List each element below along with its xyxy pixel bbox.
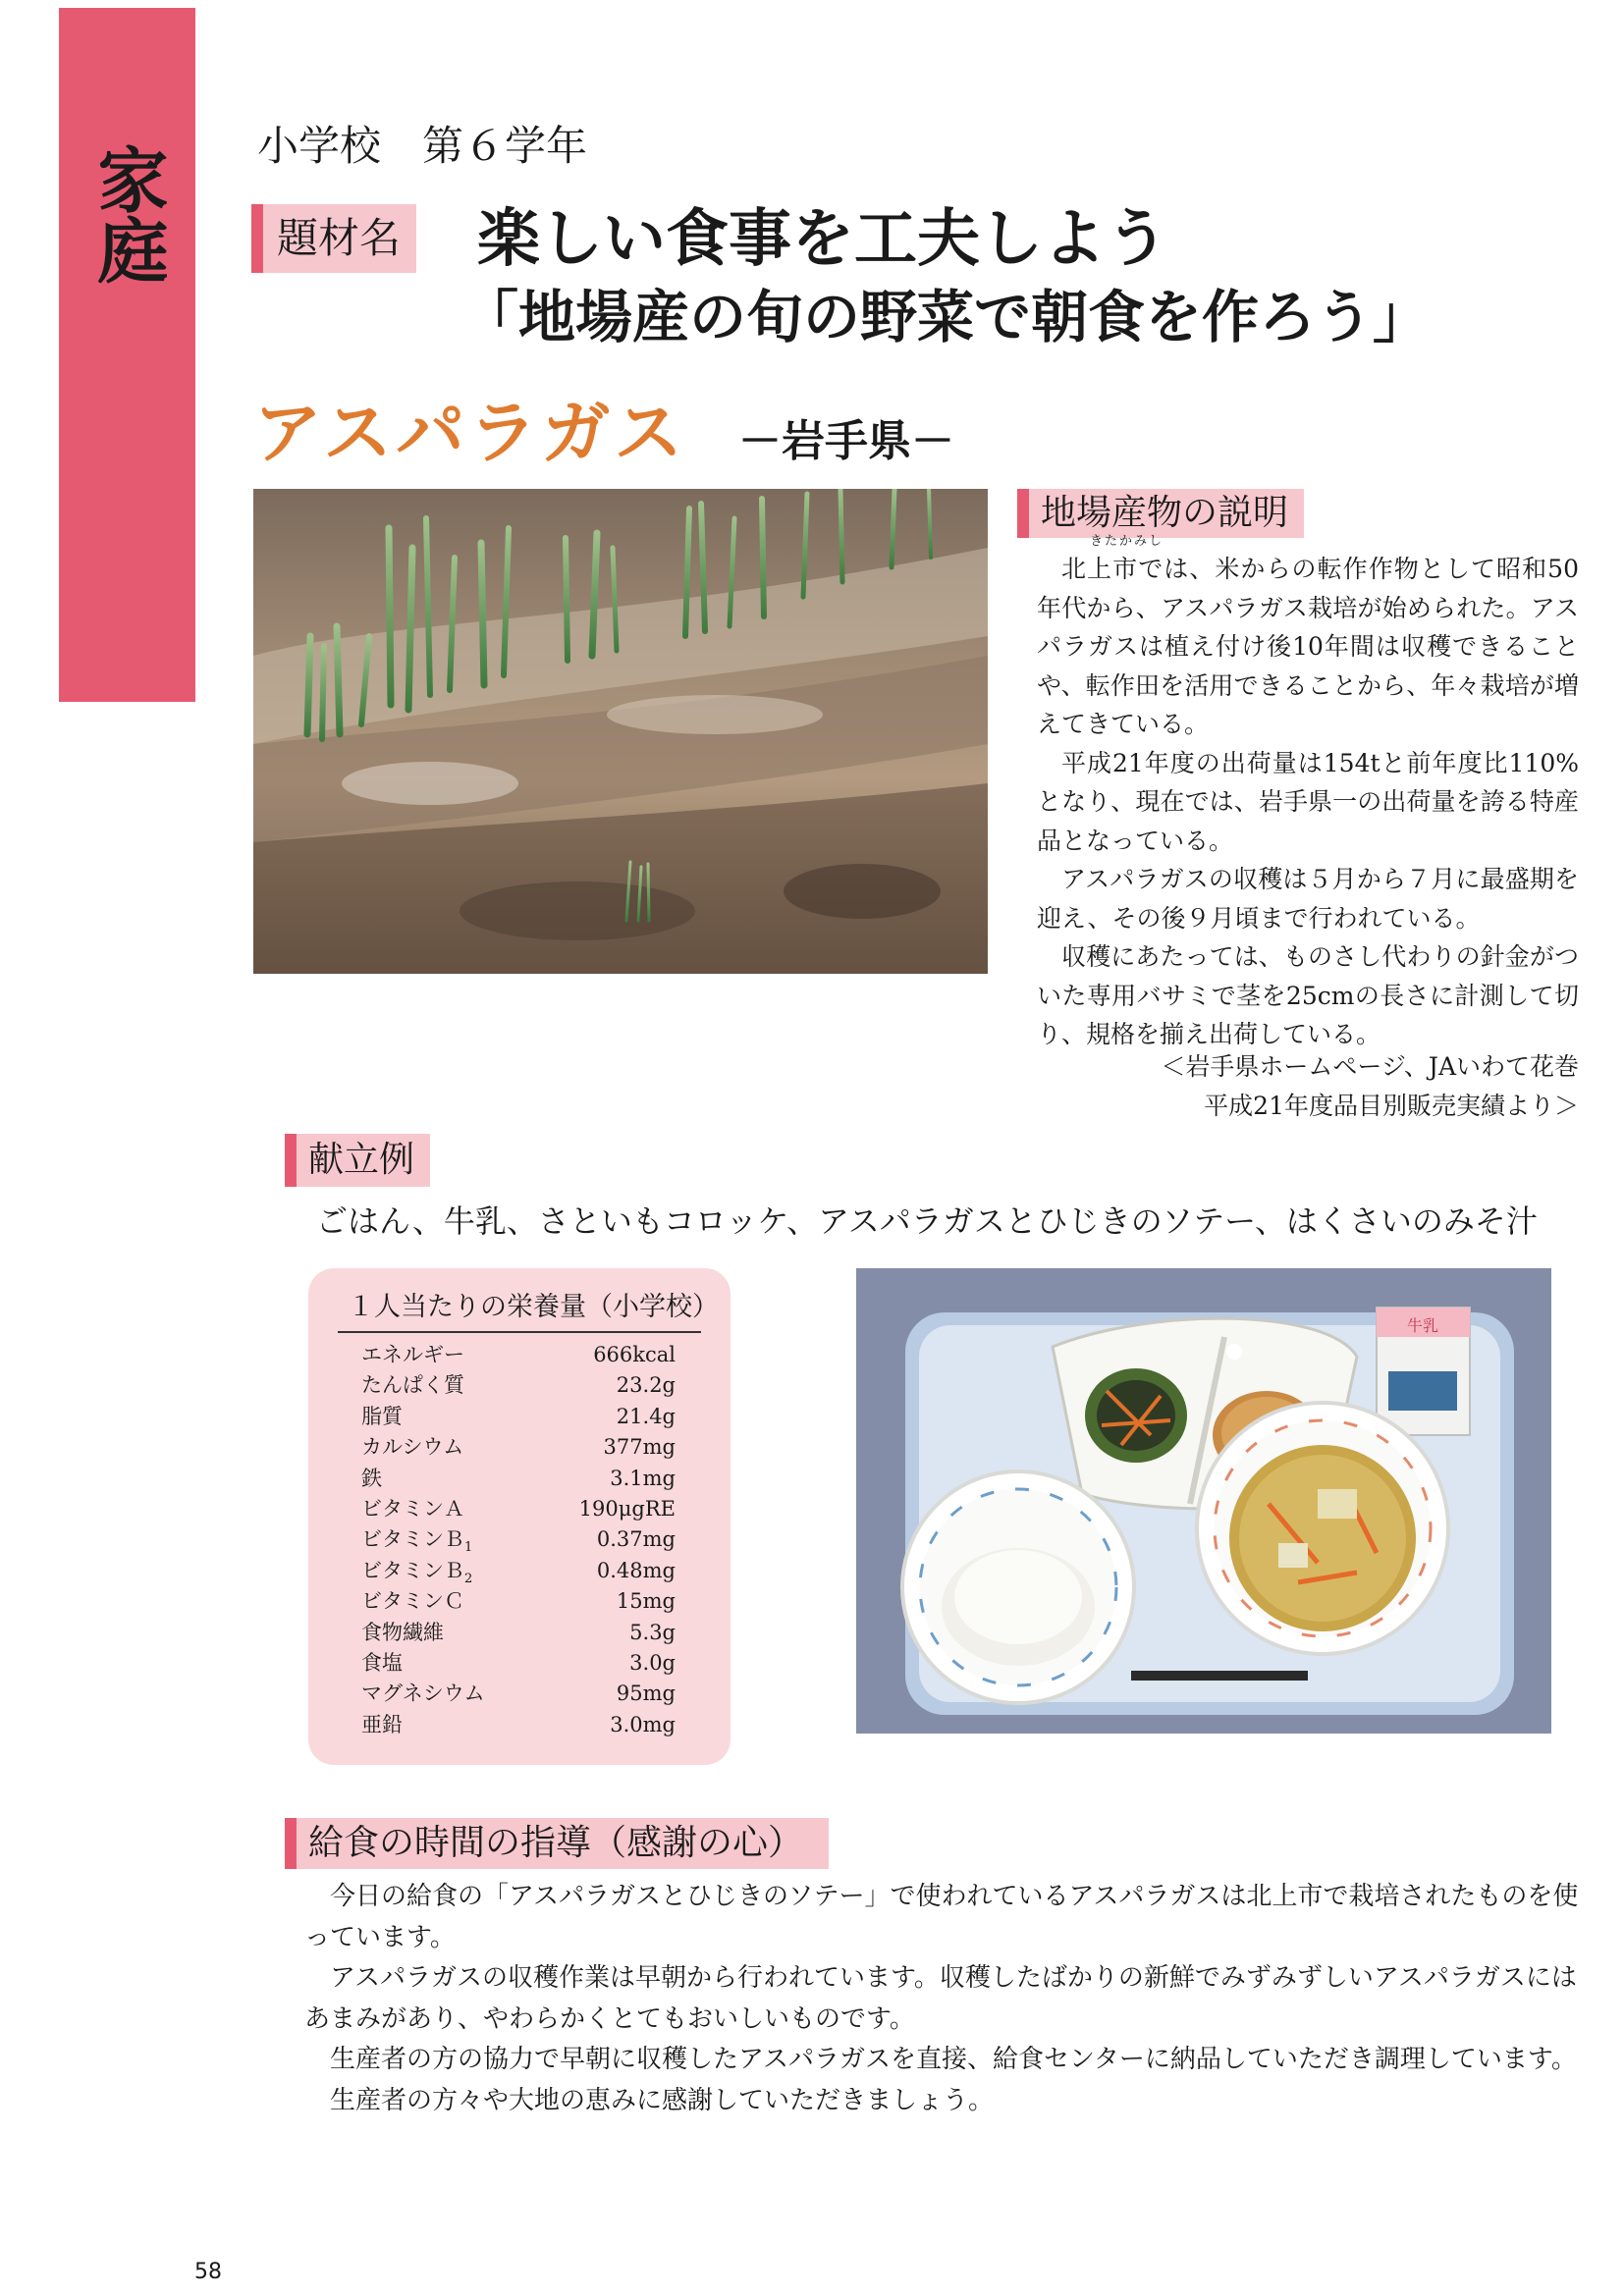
nutrient-name: マグネシウム — [361, 1682, 485, 1706]
nutrition-row — [361, 1556, 676, 1586]
nutrition-table — [361, 1340, 676, 1740]
nutrient-name: エネルギー — [361, 1343, 464, 1366]
description-paragraph-4: 収穫にあたっては、ものさし代わりの針金がついた専用バサミで茎を25cmの長さに計測して切り、規格を揃え出荷している。 — [1037, 942, 1579, 1048]
nutrient-name: 亜鉛 — [361, 1712, 403, 1736]
nutrient-value: 21.4g — [616, 1404, 676, 1428]
guidance-paragraph-3: 生産者の方の協力で早朝に収穫したアスパラガスを直接、給食センターに納品していただき調理しています。 — [330, 2045, 1577, 2074]
description-paragraph-3: アスパラガスの収穫は５月から７月に最盛期を迎え、その後９月頃まで行われている。 — [1037, 865, 1579, 933]
nutrition-row — [361, 1432, 676, 1463]
description-paragraph-2: 平成21年度の出荷量は154tと前年度比110%となり、現在では、岩手県一の出荷量を誇る特産品となっている。 — [1037, 748, 1579, 855]
asparagus-field-photo — [253, 489, 988, 974]
description-source — [1037, 1047, 1579, 1125]
nutrient-name: 食物繊維 — [361, 1620, 444, 1644]
nutrition-row — [361, 1402, 676, 1432]
guidance-paragraph-2: アスパラガスの収穫作業は早朝から行われています。収穫したばかりの新鮮でみずみずしいアスパラガスにはあまみがあり、やわらかくとてもおいしいものです。 — [304, 1963, 1577, 2034]
milk-carton-label: 牛乳 — [1406, 1316, 1439, 1335]
nutrient-value: 95mg — [616, 1682, 676, 1706]
nutrition-row — [361, 1494, 676, 1524]
guidance-paragraph-4: 生産者の方々や大地の恵みに感謝していただきましょう。 — [330, 2085, 995, 2115]
nutrient-value: 3.0g — [629, 1651, 676, 1676]
description-source-line1: ＜岩手県ホームページ、JAいわて花巻 — [1161, 1052, 1579, 1081]
nutrient-value: 3.0mg — [610, 1712, 676, 1736]
school-lunch-photo — [856, 1268, 1551, 1734]
nutrition-row — [361, 1464, 676, 1494]
description-paragraph-1 — [1037, 534, 1579, 744]
nutrition-row — [361, 1648, 676, 1679]
product-prefecture: －岩手県－ — [738, 416, 954, 466]
menu-text: ごはん、牛乳、さといもコロッケ、アスパラガスとひじきのソテー、はくさいのみそ汁 — [316, 1202, 1538, 1240]
nutrient-value: 0.37mg — [596, 1527, 676, 1552]
nutrient-name: ビタミンＢ$_1$ — [361, 1527, 473, 1556]
theme-label: 題材名 — [251, 204, 416, 273]
menu-label: 献立例 — [285, 1134, 430, 1187]
nutrition-row — [361, 1618, 676, 1648]
nutrient-name: ビタミンＡ — [361, 1497, 464, 1522]
kitakami-ruby: きたかみし — [1090, 534, 1164, 549]
nutrition-row — [361, 1370, 676, 1401]
description-label: 地場産物の説明 — [1017, 489, 1304, 538]
nutrient-value: 5.3g — [629, 1620, 676, 1644]
nutrient-name: たんぱく質 — [361, 1373, 464, 1398]
nutrition-row — [361, 1679, 676, 1709]
nutrition-divider — [338, 1331, 701, 1333]
kitakami-city: 北上市 — [1061, 555, 1139, 583]
subject-tab — [59, 8, 195, 702]
nutrient-name: ビタミンＣ — [361, 1589, 464, 1614]
theme-title-line2: 「地場産の旬の野菜で朝食を作ろう」 — [461, 284, 1431, 350]
product-name: アスパラガス — [253, 393, 687, 473]
guidance-paragraph-1: 今日の給食の「アスパラガスとひじきのソテー」で使われているアスパラガスは北上市で栽培されたものを使っています。 — [304, 1882, 1579, 1952]
nutrition-row — [361, 1524, 676, 1555]
guidance-label: 給食の時間の指導（感謝の心） — [285, 1818, 829, 1869]
nutrient-value: 23.2g — [616, 1373, 676, 1398]
nutrient-value: 0.48mg — [596, 1558, 676, 1582]
nutrition-row — [361, 1586, 676, 1617]
nutrient-value: 190μgRE — [578, 1497, 676, 1522]
nutrition-row — [361, 1340, 676, 1370]
nutrient-name: 鉄 — [361, 1466, 382, 1490]
nutrition-title: １人当たりの栄養量（小学校） — [348, 1292, 719, 1322]
nutrient-name: 食塩 — [361, 1651, 403, 1676]
nutrient-name: 脂質 — [361, 1404, 403, 1428]
grade-heading: 小学校 第６学年 — [257, 122, 588, 170]
theme-title-line1: 楽しい食事を工夫しよう — [477, 202, 1168, 276]
description-source-line2: 平成21年度品目別販売実績より＞ — [1204, 1091, 1579, 1120]
description-paragraph-1-rest: では、米からの転作作物として昭和50年代から、アスパラガス栽培が始められた。アスパラガスは植え付け後10年間は収穫できることや、転作田を活用できることから、年々栽培が増えてきている。 — [1037, 555, 1579, 738]
nutrient-value: 3.1mg — [610, 1466, 676, 1490]
nutrient-value: 15mg — [616, 1589, 676, 1614]
nutrient-value: 377mg — [603, 1435, 676, 1460]
nutrient-name: ビタミンＢ$_2$ — [361, 1558, 473, 1587]
nutrition-row — [361, 1710, 676, 1740]
description-text — [1037, 534, 1579, 1054]
subject-label: 家庭 — [85, 143, 170, 285]
guidance-text — [304, 1877, 1581, 2121]
nutrient-value: 666kcal — [593, 1343, 676, 1366]
nutrient-name: カルシウム — [361, 1435, 464, 1460]
page-number: 58 — [194, 2260, 222, 2284]
